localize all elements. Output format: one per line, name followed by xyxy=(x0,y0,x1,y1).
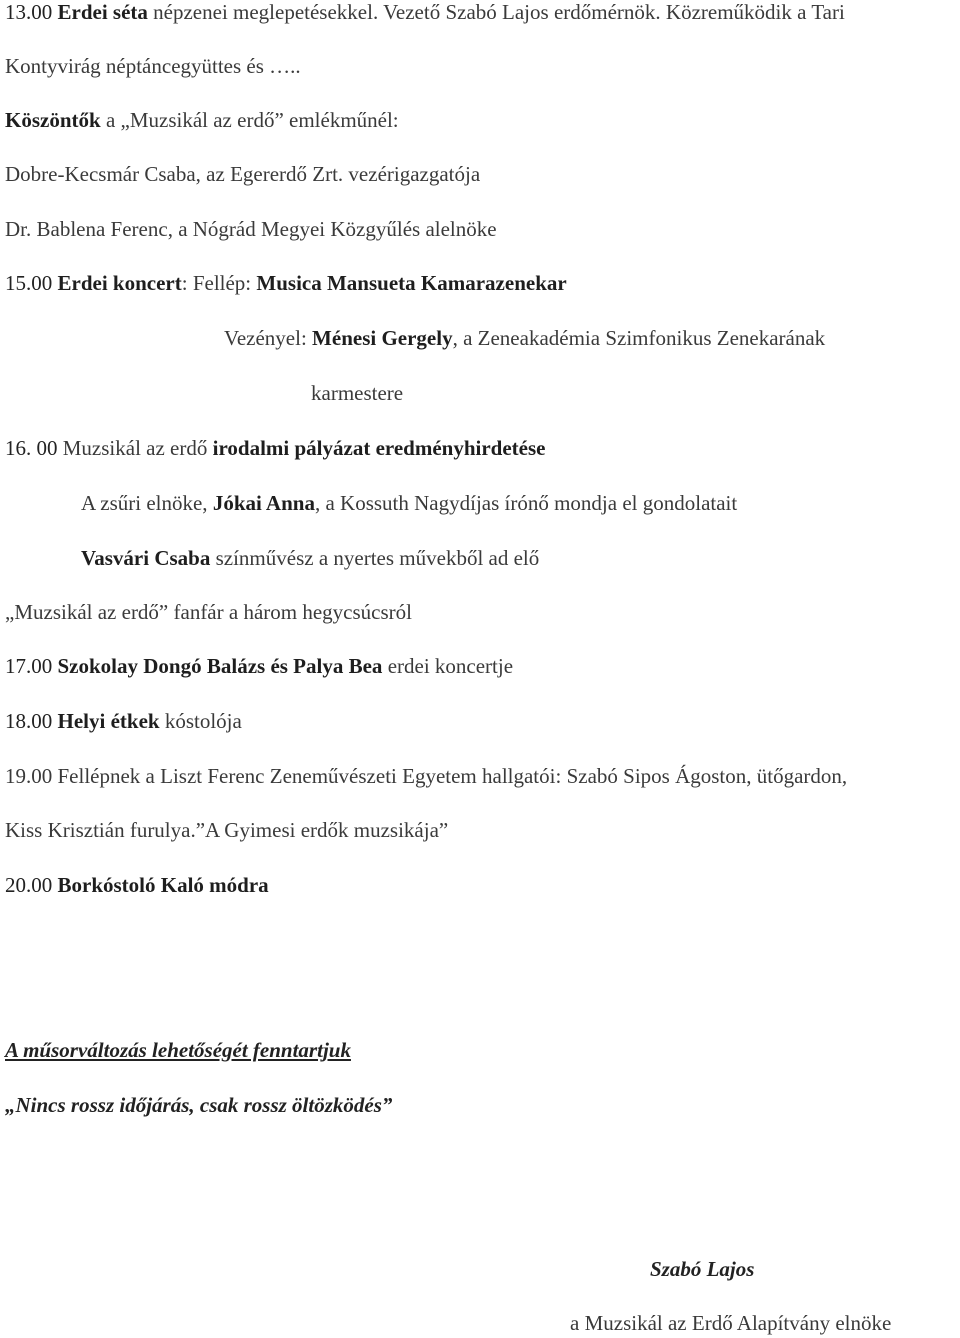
actor-name: Vasvári Csaba xyxy=(81,546,211,570)
time: 15.00 xyxy=(5,271,53,295)
event-title: Borkóstoló Kaló módra xyxy=(57,873,269,897)
time: 16. 00 xyxy=(5,436,58,460)
program-line-1500 xyxy=(5,269,567,297)
event-detail: : Fellép: xyxy=(181,271,257,295)
performer: Musica Mansueta Kamarazenekar xyxy=(256,271,567,295)
jury-name: Jókai Anna xyxy=(212,491,315,515)
speaker-line-1: Dobre-Kecsmár Csaba, az Egererdő Zrt. vezérigazgatója xyxy=(5,162,481,186)
event-title: Helyi étkek xyxy=(57,709,160,733)
performers: Szokolay Dongó Balázs és Palya Bea xyxy=(57,654,383,678)
event-title: Erdei séta xyxy=(57,0,148,24)
jury-prefix: A zsűri elnöke, xyxy=(81,491,213,515)
event-detail: Muzsikál az erdő xyxy=(57,436,213,460)
jury-line xyxy=(81,489,737,517)
actor-line xyxy=(81,544,539,572)
fanfare-line: „Muzsikál az erdő” fanfár a három hegycsúcsról xyxy=(5,600,412,624)
signature-role: a Muzsikál az Erdő Alapítvány elnöke xyxy=(570,1311,892,1335)
conductor-line xyxy=(224,324,825,352)
program-line-1300 xyxy=(5,0,845,26)
event-detail: erdei koncertje xyxy=(382,654,514,678)
time: 18.00 xyxy=(5,709,53,733)
speaker-line-2: Dr. Bablena Ferenc, a Nógrád Megyei Közgyűlés alelnöke xyxy=(5,217,497,241)
event-detail: kóstolója xyxy=(159,709,242,733)
greetings-title: Köszöntők xyxy=(5,108,101,132)
event-title: Erdei koncert xyxy=(57,271,182,295)
program-line-2000 xyxy=(5,871,269,899)
conductor-line-continued: karmestere xyxy=(311,381,404,405)
conductor-name: Ménesi Gergely xyxy=(312,326,453,350)
conductor-prefix: Vezényel: xyxy=(224,326,313,350)
greetings-detail: a „Muzsikál az erdő” emlékműnél: xyxy=(100,108,399,132)
program-line-1900-continued: Kiss Krisztián furulya.”A Gyimesi erdők muzsikája” xyxy=(5,818,449,842)
event-title: irodalmi pályázat eredményhirdetése xyxy=(212,436,546,460)
event-detail: népzenei meglepetésekkel. Vezető Szabó Lajos erdőmérnök. Közreműködik a Tari xyxy=(147,0,845,24)
program-line-continued: Kontyvirág néptáncegyüttes és ….. xyxy=(5,54,301,78)
conductor-detail: , a Zeneakadémia Szimfonikus Zenekarának xyxy=(452,326,826,350)
program-line-1900: 19.00 Fellépnek a Liszt Ferenc Zeneművészeti Egyetem hallgatói: Szabó Sipos Ágoston, ütőgardon, xyxy=(5,764,848,788)
time: 20.00 xyxy=(5,873,53,897)
jury-detail: , a Kossuth Nagydíjas írónő mondja el gondolatait xyxy=(314,491,738,515)
motto: „Nincs rossz időjárás, csak rossz öltözködés” xyxy=(5,1093,393,1117)
signature-name: Szabó Lajos xyxy=(650,1257,755,1281)
program-line-1600 xyxy=(5,434,545,462)
program-line-1800 xyxy=(5,707,242,735)
program-change-note: A műsorváltozás lehetőségét fenntartjuk xyxy=(5,1038,351,1062)
time: 17.00 xyxy=(5,654,53,678)
greetings-line xyxy=(5,106,399,134)
time: 13.00 xyxy=(5,0,53,24)
program-line-1700 xyxy=(5,652,513,680)
actor-detail: színművész a nyertes művekből ad elő xyxy=(210,546,540,570)
